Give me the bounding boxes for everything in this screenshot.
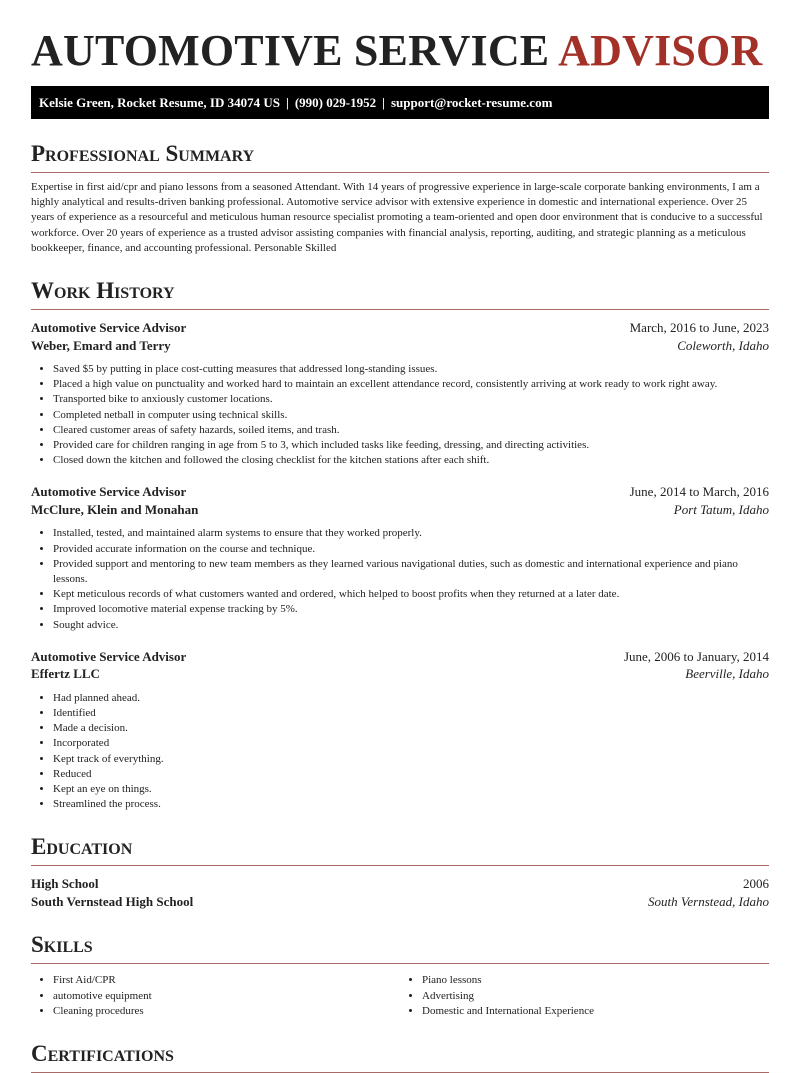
job-bullet: • Sought advice. <box>53 618 769 633</box>
job-location: Beerville, Idaho <box>685 666 769 682</box>
job-bullets <box>31 362 769 468</box>
skill-item: • automotive equipment <box>53 989 400 1004</box>
contact-address: Kelsie Green, Rocket Resume, ID 34074 US <box>39 95 280 110</box>
skills-list <box>31 964 769 1019</box>
certifications-heading: Certifications <box>31 1041 769 1073</box>
job-bullet: • Placed a high value on punctuality and worked hard to maintain an excellent attendance record, consistently arriving at work ready to work right away. <box>53 377 769 392</box>
contact-bar <box>31 86 769 119</box>
title-main: AUTOMOTIVE SERVICE <box>31 26 550 75</box>
job-dates: June, 2006 to January, 2014 <box>623 648 769 664</box>
job-bullet: • Closed down the kitchen and followed the closing checklist for the kitchen stations after each shift. <box>53 453 769 468</box>
job-bullet: • Streamlined the process. <box>53 797 769 812</box>
summary-text: Expertise in first aid/cpr and piano lessons from a seasoned Attendant. With 14 years of progressive experience in large-scale corporate banking environments, I am a highly analytical and results-driven banking professional. Automotive service advisor with extensive experience in domestic and international experience. Over 25 years of experience as a resourceful and meticulous human resource specialist promoting a team-oriented and open door environment that is conducive to a successful workforce. Over 20 years of experience as a trusted advisor assisting companies with financial analysis, reporting, auditing, and strategic planning as a meticulous bookkeeper, finance, and accounting professional. Personable Skilled <box>31 181 763 254</box>
job-bullet: • Kept track of everything. <box>53 752 769 767</box>
skills-column-left <box>31 973 400 1019</box>
skill-item: • First Aid/CPR <box>53 973 400 988</box>
job-bullet: • Provided care for children ranging in age from 5 to 3, which included tasks like feeding, dressing, and directing activities. <box>53 438 769 453</box>
job-dates: March, 2016 to June, 2023 <box>629 320 769 336</box>
graduation-year: 2006 <box>743 876 769 892</box>
company-name: Effertz LLC <box>31 666 100 682</box>
work-history-list <box>31 319 769 812</box>
contact-phone: (990) 029-1952 <box>294 95 377 110</box>
job-title: Automotive Service Advisor <box>31 484 187 500</box>
skill-item: • Cleaning procedures <box>53 1004 400 1019</box>
company-name: McClure, Klein and Monahan <box>31 501 199 517</box>
job-title: Automotive Service Advisor <box>31 320 187 336</box>
job-bullet: • Identified <box>53 706 769 721</box>
skill-item: • Piano lessons <box>422 973 769 988</box>
job-location: Port Tatum, Idaho <box>673 501 769 517</box>
work-history-heading: Work History <box>31 278 769 310</box>
school-name: South Vernstead High School <box>31 893 194 909</box>
skills-column-right <box>400 973 769 1019</box>
job-bullet: • Completed netball in computer using technical skills. <box>53 408 769 423</box>
skill-item: • Advertising <box>422 989 769 1004</box>
resume-title <box>31 0 769 75</box>
education-heading: Education <box>31 834 769 866</box>
job-bullet: • Improved locomotive material expense tracking by 5%. <box>53 602 769 617</box>
job-bullet: • Cleared customer areas of safety hazards, soiled items, and trash. <box>53 423 769 438</box>
summary-heading: Professional Summary <box>31 141 769 173</box>
job-bullets <box>31 691 769 813</box>
job-location: Coleworth, Idaho <box>677 337 769 353</box>
title-accent: ADVISOR <box>558 26 763 75</box>
contact-email: support@rocket-resume.com <box>390 95 553 110</box>
job-entry <box>31 319 769 468</box>
degree: High School <box>31 876 99 892</box>
education-entry <box>31 875 769 910</box>
job-bullet: • Provided accurate information on the course and technique. <box>53 542 769 557</box>
job-bullet: • Provided support and mentoring to new team members as they learned various navigational duties, such as domestic and international experience and piano lessons. <box>53 557 769 587</box>
job-bullet: • Installed, tested, and maintained alarm systems to ensure that they worked properly. <box>53 526 769 541</box>
job-bullet: • Made a decision. <box>53 721 769 736</box>
job-title: Automotive Service Advisor <box>31 648 187 664</box>
job-entry <box>31 483 769 632</box>
job-entry <box>31 648 769 813</box>
job-bullet: • Saved $5 by putting in place cost-cutting measures that addressed long-standing issues. <box>53 362 769 377</box>
job-bullet: • Kept an eye on things. <box>53 782 769 797</box>
skills-heading: Skills <box>31 932 769 964</box>
job-bullet: • Incorporated <box>53 736 769 751</box>
job-bullet: • Had planned ahead. <box>53 691 769 706</box>
skill-item: • Domestic and International Experience <box>422 1004 769 1019</box>
job-bullet: • Kept meticulous records of what customers wanted and ordered, which helped to boost profits when they returned at a later date. <box>53 587 769 602</box>
company-name: Weber, Emard and Terry <box>31 337 171 353</box>
job-dates: June, 2014 to March, 2016 <box>629 484 769 500</box>
school-location: South Vernstead, Idaho <box>648 893 769 909</box>
job-bullet: • Reduced <box>53 767 769 782</box>
job-bullet: • Transported bike to anxiously customer locations. <box>53 392 769 407</box>
separator: | <box>382 95 385 110</box>
job-bullets <box>31 526 769 632</box>
separator: | <box>285 95 289 110</box>
